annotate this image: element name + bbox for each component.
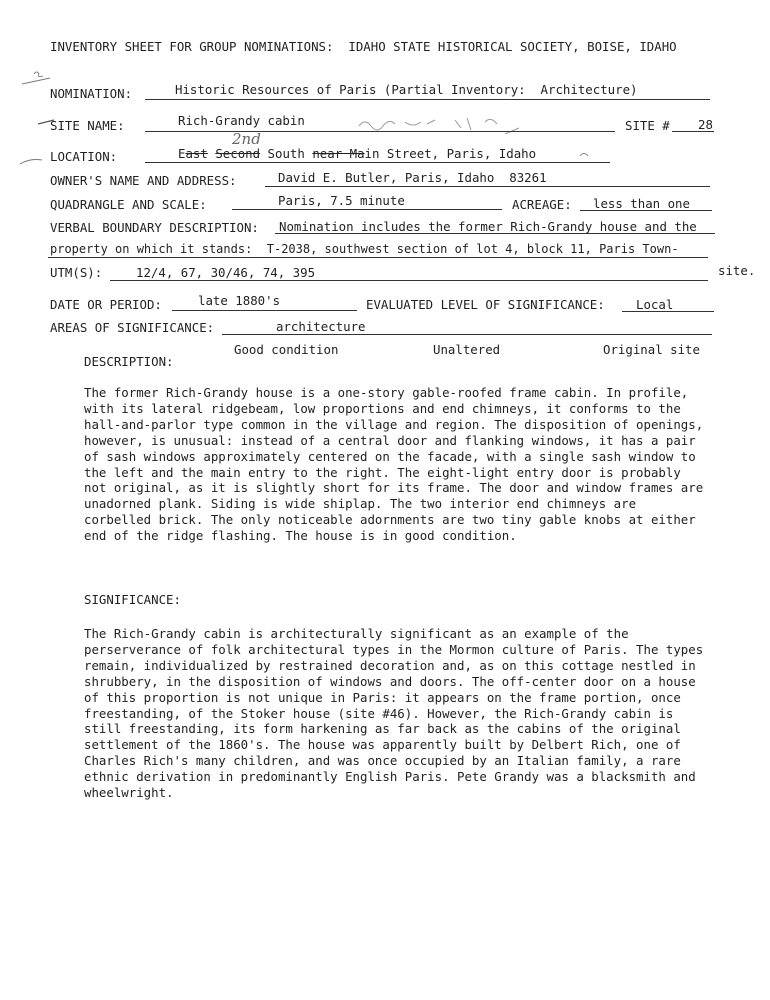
site-text: Original site xyxy=(603,342,700,357)
areas-value: architecture xyxy=(276,319,366,334)
site-number-label: SITE # xyxy=(625,118,670,133)
boundary-line-2: property on which it stands: T-2038, southwest section of lot 4, block 11, Paris Town- xyxy=(50,242,679,256)
utm-label: UTM(S): xyxy=(50,265,103,280)
significance-level-value: Local xyxy=(636,297,674,312)
acreage-label: ACREAGE: xyxy=(512,197,572,212)
boundary-label: VERBAL BOUNDARY DESCRIPTION: xyxy=(50,220,259,235)
nomination-label: NOMINATION: xyxy=(50,86,133,101)
description-paragraph: The former Rich-Grandy house is a one-story gable-roofed frame cabin. In profile, with its lateral ridgebeam, low proportions and end chimneys, it conforms to the hall-and-parlor type common in the village and region. The disposition of openings, however, is unusual: instead of a central door and flanking windows, it has a pair of sash windows approximately centered on the facade, with a single sash window to the left and the main entry to the right. The eight-light entry door is probably not original, as it is slightly short for its frame. The door and window frames are unadorned plank. Siding is wide shiplap. The two interior end chimneys are corbelled brick. The only noticeable adornments are two tiny gable knobs at either end of the ridge flashing. The house is in good condition. xyxy=(84,385,704,544)
quadrangle-value: Paris, 7.5 minute xyxy=(278,193,405,208)
date-underline xyxy=(172,310,357,311)
date-value: late 1880's xyxy=(198,293,281,308)
handwritten-2nd: 2nd xyxy=(232,130,261,148)
boundary-line-3: site. xyxy=(718,263,756,278)
site-name-value: Rich-Grandy cabin xyxy=(178,113,305,128)
nomination-underline xyxy=(145,99,710,100)
boundary-line-1: Nomination includes the former Rich-Grandy house and the xyxy=(279,219,697,234)
site-number-value: 28 xyxy=(698,117,713,132)
pencil-scribble xyxy=(355,110,525,138)
nomination-value: Historic Resources of Paris (Partial Inventory: Architecture) xyxy=(175,82,638,97)
owner-label: OWNER'S NAME AND ADDRESS: xyxy=(50,173,237,188)
significance-paragraph: The Rich-Grandy cabin is architecturally significant as an example of the perserverance of folk architectural types in the Mormon culture of Paris. The types remain, individualized by restrained decoration and, as on this cottage nestled in shrubbery, in the disposition of windows and doors. The off-center door on a house of this proportion is not unique in Paris: it appears on the frame portion, once freestanding, of the Stoker house (site #46). However, the Rich-Grandy cabin is still freestanding, its form harkening as far back as the cabins of the original settlement of the 1860's. The house was apparently built by Delbert Rich, one of Charles Rich's many children, and was once occupied by an Italian family, a rare ethnic derivation in predominantly English Paris. Pete Grandy was a blacksmith and wheelwright. xyxy=(84,626,704,801)
owner-value: David E. Butler, Paris, Idaho 83261 xyxy=(278,170,547,185)
significance-level-label: EVALUATED LEVEL OF SIGNIFICANCE: xyxy=(366,297,605,312)
areas-underline xyxy=(222,334,712,335)
acreage-underline xyxy=(580,210,712,211)
condition-text: Good condition xyxy=(234,342,339,357)
form-title: INVENTORY SHEET FOR GROUP NOMINATIONS: IDAHO STATE HISTORICAL SOCIETY, BOISE, IDAHO xyxy=(50,39,677,54)
owner-underline xyxy=(265,186,710,187)
location-label: LOCATION: xyxy=(50,149,118,164)
description-heading: DESCRIPTION: xyxy=(84,354,174,369)
significance-level-underline xyxy=(622,311,714,312)
site-name-label: SITE NAME: xyxy=(50,118,125,133)
utm-value: 12/4, 67, 30/46, 74, 395 xyxy=(136,265,316,280)
significance-body xyxy=(84,626,704,801)
pencil-mark xyxy=(578,150,618,160)
location-underline xyxy=(145,162,610,163)
alteration-text: Unaltered xyxy=(433,342,501,357)
location-value: East Second South near Main Street, Paris, Idaho xyxy=(178,146,537,161)
quadrangle-label: QUADRANGLE AND SCALE: xyxy=(50,197,207,212)
significance-heading: SIGNIFICANCE: xyxy=(84,592,181,607)
date-label: DATE OR PERIOD: xyxy=(50,297,162,312)
site-name-underline xyxy=(145,131,615,132)
quadrangle-underline xyxy=(232,209,502,210)
site-number-underline xyxy=(672,131,714,132)
acreage-value: less than one xyxy=(593,196,690,211)
areas-label: AREAS OF SIGNIFICANCE: xyxy=(50,320,215,335)
utm-underline xyxy=(110,280,708,281)
boundary-underline-1 xyxy=(275,233,715,234)
boundary-underline-2 xyxy=(48,257,708,258)
description-body xyxy=(84,385,704,544)
